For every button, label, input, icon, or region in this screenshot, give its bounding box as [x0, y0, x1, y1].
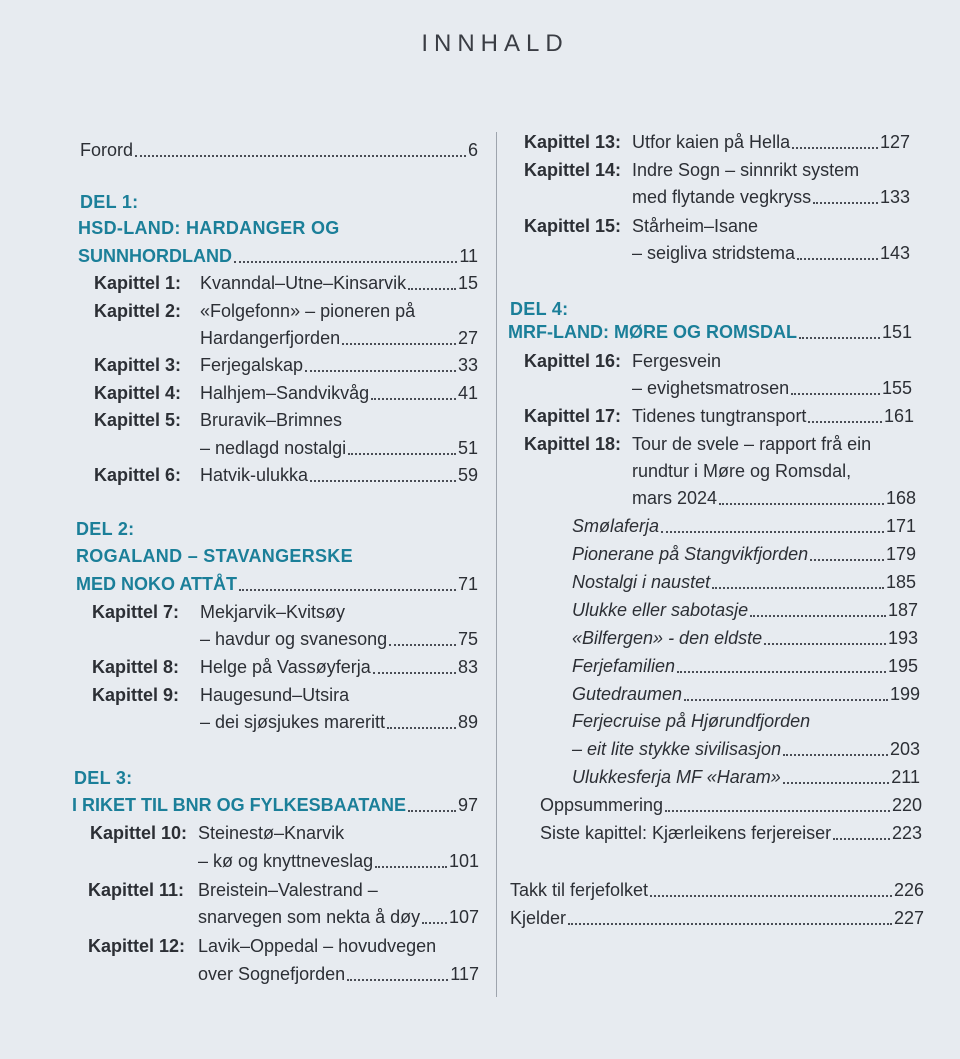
page-number: 59 [457, 465, 478, 485]
chapter-label: Kapittel 8: [92, 657, 180, 677]
section-label-del2: DEL 2: [76, 519, 135, 539]
leader-dots [783, 782, 890, 784]
leader-dots [408, 810, 456, 812]
section-title-del3: I RIKET TIL BNR OG FYLKESBAATANE [72, 795, 407, 815]
toc-subentry-haram [572, 763, 920, 791]
section-label-del4: DEL 4: [510, 299, 569, 319]
section-title-del4: MRF-LAND: MØRE OG ROMSDAL [508, 322, 797, 342]
chapter-label: Kapittel 10: [90, 823, 188, 843]
entry-text [200, 598, 345, 626]
page-number: 223 [891, 823, 922, 843]
toc-entry-k11 [198, 903, 479, 931]
page-number: 161 [883, 406, 914, 426]
entry-text: Forord [80, 140, 134, 160]
entry-text: Siste kapittel: Kjærleikens ferjereiser [540, 823, 832, 843]
entry-text-line1: Steinestø–Knarvik [198, 823, 345, 843]
toc-entry-k9 [200, 708, 478, 736]
section-label-del3: DEL 3: [74, 768, 133, 788]
page-number: 127 [879, 132, 910, 152]
toc-entry-takk [510, 876, 924, 904]
chapter-label: Kapittel 12: [88, 936, 186, 956]
leader-dots [792, 147, 878, 149]
leader-dots [568, 923, 892, 925]
leader-dots [650, 895, 892, 897]
toc-subentry [572, 680, 920, 708]
entry-text: Helge på Vassøyferja [200, 657, 371, 677]
toc-entry-k2 [200, 324, 478, 352]
entry-text [200, 297, 415, 325]
toc-entry-del4 [508, 318, 912, 346]
chapter-label: Kapittel 1: [94, 273, 182, 293]
entry-text: – eit lite stykke sivilisasjon [572, 739, 782, 759]
entry-text [632, 156, 859, 184]
page-number: 226 [893, 880, 924, 900]
leader-dots [371, 398, 456, 400]
leader-dots [239, 589, 456, 591]
toc-entry-k8 [200, 653, 478, 681]
chapter-label: Kapittel 16: [524, 351, 622, 371]
entry-text: Ferjefamilien [572, 656, 676, 676]
page-number: 11 [459, 246, 478, 266]
page-number: 199 [889, 684, 920, 704]
toc-subentry [572, 540, 916, 568]
toc-entry-k1 [200, 269, 478, 297]
entry-text [632, 212, 758, 240]
leader-dots [305, 370, 456, 372]
entry-text: Hardangerfjorden [200, 328, 341, 348]
chapter-label: Kapittel 7: [92, 602, 180, 622]
chapter-label: Kapittel 3: [94, 355, 182, 375]
chapter-label: Kapittel 17: [524, 406, 622, 426]
toc-subentry [572, 596, 918, 624]
page-number: 133 [879, 187, 910, 207]
leader-dots [791, 393, 880, 395]
toc-entry-k18 [632, 484, 916, 512]
leader-dots [347, 979, 448, 981]
page-number: 187 [887, 600, 918, 620]
chapter-label: Kapittel 18: [524, 434, 622, 454]
page-number: 107 [448, 907, 479, 927]
entry-text: med flytande vegkryss [632, 187, 812, 207]
leader-dots [799, 337, 880, 339]
entry-text-line1: «Folgefonn» – pioneren på [200, 301, 416, 321]
toc-entry-k15 [632, 239, 910, 267]
leader-dots [234, 261, 457, 263]
toc-entry-del1 [78, 242, 478, 270]
section-title-del2: ROGALAND – STAVANGERSKE [76, 546, 353, 566]
toc-entry-forord [80, 136, 478, 164]
entry-text: – havdur og svanesong [200, 629, 388, 649]
leader-dots [408, 288, 456, 290]
page-number: 185 [885, 572, 916, 592]
entry-text-line1: Breistein–Valestrand – [198, 880, 378, 900]
page-number: 33 [457, 355, 478, 375]
chapter-label: Kapittel 11: [88, 880, 185, 900]
page-number: 211 [891, 767, 920, 787]
entry-text [632, 430, 871, 458]
page-number: 179 [885, 544, 916, 564]
entry-text [200, 681, 349, 709]
chapter-label: Kapittel 14: [524, 160, 622, 180]
entry-text: mars 2024 [632, 488, 718, 508]
leader-dots [387, 727, 456, 729]
leader-dots [389, 644, 456, 646]
section-title-del1: HSD-LAND: HARDANGER OG [78, 218, 340, 238]
toc-entry-k10 [198, 847, 479, 875]
entry-text [632, 457, 851, 485]
entry-text [200, 406, 342, 434]
toc-entry-kjelder [510, 904, 924, 932]
toc-entry-k13 [632, 128, 910, 156]
entry-text: Ferjegalskap [200, 355, 304, 375]
entry-text: Utfor kaien på Hella [632, 132, 791, 152]
toc-entry-k5 [200, 434, 478, 462]
toc-subentry [572, 624, 918, 652]
chapter-label: Kapittel 9: [92, 685, 180, 705]
entry-text: over Sognefjorden [198, 964, 346, 984]
entry-text: Ulukke eller sabotasje [572, 600, 749, 620]
entry-text: Kjelder [510, 908, 567, 928]
chapter-label: Kapittel 6: [94, 465, 182, 485]
page-number: 51 [457, 438, 478, 458]
leader-dots [810, 559, 884, 561]
page-title: INNHALD [421, 30, 569, 57]
leader-dots [348, 453, 456, 455]
toc-entry-k14 [632, 183, 910, 211]
entry-text: Takk til ferjefolket [510, 880, 649, 900]
chapter-label: Kapittel 5: [94, 410, 182, 430]
page-number: 195 [887, 656, 918, 676]
leader-dots [677, 671, 886, 673]
section-title-del1-cont: SUNNHORDLAND [78, 246, 232, 266]
page-number: 27 [457, 328, 478, 348]
section-label-del1: DEL 1: [80, 192, 139, 212]
toc-entry-del2 [76, 570, 478, 598]
leader-dots [750, 615, 886, 617]
page-number: 41 [457, 383, 478, 403]
leader-dots [719, 503, 884, 505]
toc-subentry-cruise [572, 735, 920, 763]
leader-dots [661, 531, 884, 533]
chapter-label: Kapittel 13: [524, 132, 622, 152]
entry-text: Oppsummering [540, 795, 664, 815]
page-number: 101 [448, 851, 479, 871]
toc-subentry [572, 568, 916, 596]
leader-dots [833, 838, 890, 840]
entry-text: Ulukkesferja MF «Haram» [572, 767, 781, 787]
toc-entry-k3 [200, 351, 478, 379]
leader-dots [665, 810, 890, 812]
leader-dots [712, 587, 884, 589]
leader-dots [764, 643, 886, 645]
entry-text-line1: Indre Sogn – sinnrikt system [632, 160, 860, 180]
page-number: 155 [881, 378, 912, 398]
entry-text: «Bilfergen» - den eldste [572, 628, 763, 648]
entry-text [632, 347, 721, 375]
entry-text: – evighetsmatrosen [632, 378, 790, 398]
section-title-del2-cont: MED NOKO ATTÅT [76, 574, 237, 594]
entry-text-line1: Fergesvein [632, 351, 722, 371]
page-number: 171 [885, 516, 916, 536]
entry-text: Kvanndal–Utne–Kinsarvik [200, 273, 407, 293]
toc-entry-siste [540, 819, 922, 847]
chapter-label: Kapittel 2: [94, 301, 182, 321]
entry-text: snarvegen som nekta å døy [198, 907, 421, 927]
toc-entry-k16 [632, 374, 912, 402]
page-number: 89 [457, 712, 478, 732]
entry-text: Halhjem–Sandvikvåg [200, 383, 370, 403]
toc-subentry [572, 652, 918, 680]
leader-dots [783, 754, 888, 756]
page-number: 75 [457, 629, 478, 649]
leader-dots [808, 421, 882, 423]
leader-dots [684, 699, 888, 701]
entry-text-line1: Mekjarvik–Kvitsøy [200, 602, 346, 622]
page-number: 151 [881, 322, 912, 342]
page-number: 71 [457, 574, 478, 594]
leader-dots [342, 343, 456, 345]
page-number: 227 [893, 908, 924, 928]
leader-dots [375, 866, 447, 868]
toc-entry-k17 [632, 402, 914, 430]
entry-text-line1: Bruravik–Brimnes [200, 410, 343, 430]
entry-text-line1: Ferjecruise på Hjørundfjorden [572, 711, 811, 731]
entry-text-line1: Stårheim–Isane [632, 216, 759, 236]
entry-text: Tidenes tungtransport [632, 406, 807, 426]
entry-text: – seigliva stridstema [632, 243, 796, 263]
entry-text: Gutedraumen [572, 684, 683, 704]
entry-text [198, 876, 378, 904]
entry-text: – kø og knyttneveslag [198, 851, 374, 871]
page-number: 203 [889, 739, 920, 759]
page-number: 97 [457, 795, 478, 815]
page-number: 15 [457, 273, 478, 293]
toc-entry-k7 [200, 625, 478, 653]
toc-entry-del3 [72, 791, 478, 819]
entry-text-line1: Lavik–Oppedal – hovudvegen [198, 936, 437, 956]
leader-dots [422, 922, 447, 924]
leader-dots [310, 480, 456, 482]
entry-text: Pionerane på Stangvikfjorden [572, 544, 809, 564]
entry-text [198, 819, 344, 847]
entry-text-line1: Haugesund–Utsira [200, 685, 350, 705]
leader-dots [135, 155, 466, 157]
entry-text: – nedlagd nostalgi [200, 438, 347, 458]
leader-dots [373, 672, 456, 674]
page-number: 193 [887, 628, 918, 648]
page-number: 6 [467, 140, 478, 160]
leader-dots [813, 202, 878, 204]
page-number: 83 [457, 657, 478, 677]
toc-entry-oppsummering [540, 791, 922, 819]
page-number: 117 [450, 964, 479, 984]
toc-entry-k6 [200, 461, 478, 489]
entry-text: Smølaferja [572, 516, 660, 536]
leader-dots [797, 258, 878, 260]
page-number: 220 [891, 795, 922, 815]
toc-entry-k4 [200, 379, 478, 407]
entry-text: – dei sjøsjukes mareritt [200, 712, 386, 732]
entry-text: Nostalgi i naustet [572, 572, 711, 592]
toc-subentry [572, 512, 916, 540]
entry-text-line2: rundtur i Møre og Romsdal, [632, 461, 852, 481]
entry-text [572, 707, 810, 735]
toc-entry-k12 [198, 960, 479, 988]
page-number: 168 [885, 488, 916, 508]
chapter-label: Kapittel 4: [94, 383, 182, 403]
entry-text: Hatvik-ulukka [200, 465, 309, 485]
chapter-label: Kapittel 15: [524, 216, 622, 236]
entry-text-line1: Tour de svele – rapport frå ein [632, 434, 872, 454]
page-number: 143 [879, 243, 910, 263]
column-divider [496, 132, 497, 997]
entry-text [198, 932, 436, 960]
